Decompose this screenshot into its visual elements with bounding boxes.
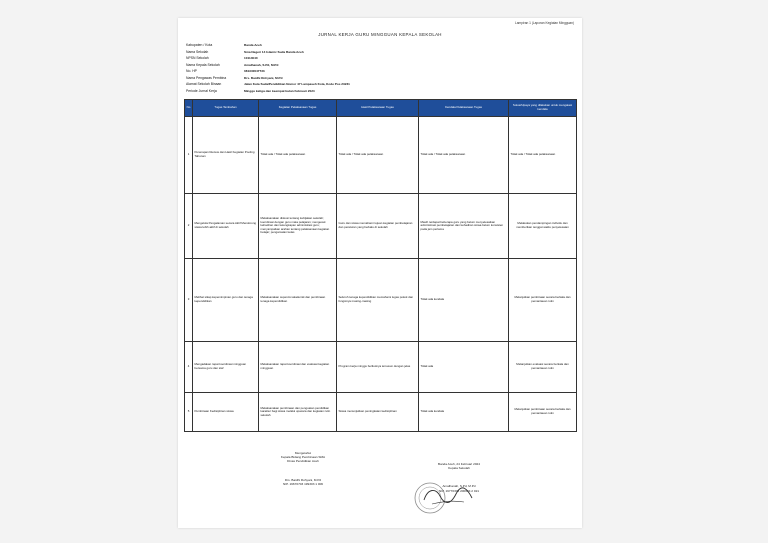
cell-obstacle: Masih terdapat beberapa guru yang belum menyelesaikan administrasi pembelajaran dan kehadiran siswa belum konsisten pada jam pertama (419, 194, 509, 259)
info-row (186, 88, 350, 95)
cell-activity: Melaksanakan rapat koordinasi dan evaluasi kegiatan mingguan (259, 342, 337, 393)
table-row (185, 259, 577, 342)
cell-activity: Melaksanakan diskusi tentang kebijakan sekolah; koordinasi dengan guru mata pelajaran; mengecek kehadiran dan kelengkapan administrasi guru; menyampaikan arahan tentang pelaksanaan kegiatan belajar; pengamatan kelas (259, 194, 337, 259)
cell-obstacle: Tidak ada (419, 342, 509, 393)
cell-no: 1 (185, 117, 193, 194)
cell-solution: Tidak ada / Tidak ada pelaksanaan (509, 117, 577, 194)
column-header: Kendala Pelaksanaan Tugas (419, 100, 509, 117)
cell-no: 3 (185, 259, 193, 342)
table-row (185, 342, 577, 393)
signature-stroke (424, 488, 472, 503)
info-label: No. HP (186, 69, 197, 74)
cell-solution: Melanjutkan pembinaan secara berkala dan pemantauan rutin (509, 393, 577, 432)
info-value: Amalhanah, S.Pd, M.Pd (244, 62, 279, 67)
cell-solution: Melanjutkan pembinaan secara berkala dan pemantauan rutin (509, 259, 577, 342)
cell-obstacle: Tidak ada kendala (419, 259, 509, 342)
cell-result: Program kerja minggu berikutnya tersusun dengan jelas (337, 342, 419, 393)
table-row (185, 393, 577, 432)
sign-right-line: Kepala Sekolah (448, 466, 470, 471)
corner-note: Lampiran 1 (Laporan Kegiatan Mingguan) (514, 21, 574, 25)
info-label: Kabupaten / Kota (186, 43, 213, 48)
cell-result: Seluruh tenaga kependidikan memahami tugas pokok dan fungsinya masing-masing (337, 259, 419, 342)
info-label: Nama Pengawas Pembina (186, 75, 227, 80)
cell-activity: Tidak ada / Tidak ada pelaksanaan (259, 117, 337, 194)
stamp-outer-ring (415, 483, 445, 513)
cell-no: 5 (185, 393, 193, 432)
table-row (185, 117, 577, 194)
cell-activity: Melaksanakan supervisi akademik dan pembinaan tenaga kependidikan (259, 259, 337, 342)
column-header: Kegiatan Pelaksanaan Tugas (259, 100, 337, 117)
info-label: Periode Jurnal Kerja (186, 88, 217, 93)
info-value: Banda Aceh (244, 43, 262, 48)
info-label: Nama Sekolah (186, 49, 209, 54)
info-label: Alamat Sekolah Binaan (186, 82, 222, 87)
info-label: Nama Kepala Sekolah (186, 62, 220, 67)
cell-solution: Melakukan pendampingan individu dan memberikan tenggat waktu penyelesaian (509, 194, 577, 259)
info-value: 081340047733 (244, 69, 265, 74)
signature-block-left (248, 451, 358, 486)
sign-left-name: Drs. Baidhi Rohyani, M.Pd (284, 477, 322, 482)
info-block (186, 42, 350, 94)
cell-result: Siswa menunjukkan peningkatan kedisiplinan (337, 393, 419, 432)
cell-result: Tidak ada / Tidak ada pelaksanaan (337, 117, 419, 194)
cell-task: Melihat sikap kepemimpinan guru dan tenaga kependidikan (193, 259, 259, 342)
table-row (185, 194, 577, 259)
sign-left-line: Kepala Bidang Pembinaan SMA (280, 455, 326, 460)
cell-task: Mengadakan rapat koordinasi mingguan bersama guru dan staf (193, 342, 259, 393)
stamp-signature-icon (410, 478, 480, 518)
sign-right-nip: NIP. 19770308 200604 2 021 (438, 488, 480, 493)
cell-task: Penerapan Review dan Hasil Kegiatan Pooling Tahunan (193, 117, 259, 194)
info-value: Minggu ketiga dan keempat bulan Februari 2024 (244, 88, 315, 93)
info-value: Sma Negeri 14 Islamic Suda Banda Aceh (244, 49, 304, 54)
sign-left-line: Dinas Pendidikan Aceh (287, 459, 319, 464)
column-header: Tugas Tambahan (193, 100, 259, 117)
info-value: Jalan Kuta Suda/Pendidikan Nomor 47 Lampaseh Kota, Kode Pos 23231 (244, 82, 350, 87)
cell-obstacle: Tidak ada kendala (419, 393, 509, 432)
cell-no: 4 (185, 342, 193, 393)
sign-right-line: Banda Aceh, 24 Februari 2024 (438, 462, 480, 466)
sign-right-name: Amalhanah, S.Pd, M.Pd (442, 484, 476, 489)
cell-result: Guru dan siswa memahami tujuan kegiatan pembelajaran dan peraturan yang berlaku di sekolah (337, 194, 419, 259)
cell-activity: Melaksanakan pembinaan dan penguatan pendidikan karakter bagi siswa melalui upacara dan kegiatan rutin sekolah (259, 393, 337, 432)
document-title: JURNAL KERJA GURU MINGGUAN KEPALA SEKOLAH (318, 32, 442, 37)
signature-space (248, 464, 358, 478)
cell-task: Mengelola Pengalaman secara Aktif Mendorong siswa lebih aktif di sekolah (193, 194, 259, 259)
column-header: No (185, 100, 193, 117)
info-value: 10114040 (244, 56, 258, 61)
info-label: NPSN Sekolah (186, 56, 209, 61)
info-value: Drs. Baidhi Rohyani, M.Pd (244, 75, 283, 80)
stamp-inner-ring (419, 487, 441, 509)
cell-solution: Melanjutkan evaluasi secara berkala dan pemantauan rutin (509, 342, 577, 393)
cell-task: Pembinaan Kedisiplinan siswa (193, 393, 259, 432)
cell-no: 2 (185, 194, 193, 259)
journal-table (184, 99, 577, 432)
sign-left-nip: NIP. 19670703 199303 1 006 (282, 481, 324, 486)
column-header: Solusi/Upaya yang dilakukan untuk mengatasi kendala (509, 100, 577, 117)
sign-left-line: Mengetahui (294, 451, 312, 455)
table-header-row (185, 100, 577, 117)
cell-obstacle: Tidak ada / Tidak ada pelaksanaan (419, 117, 509, 194)
column-header: Hasil Pelaksanaan Tugas (337, 100, 419, 117)
document-page (178, 18, 582, 528)
